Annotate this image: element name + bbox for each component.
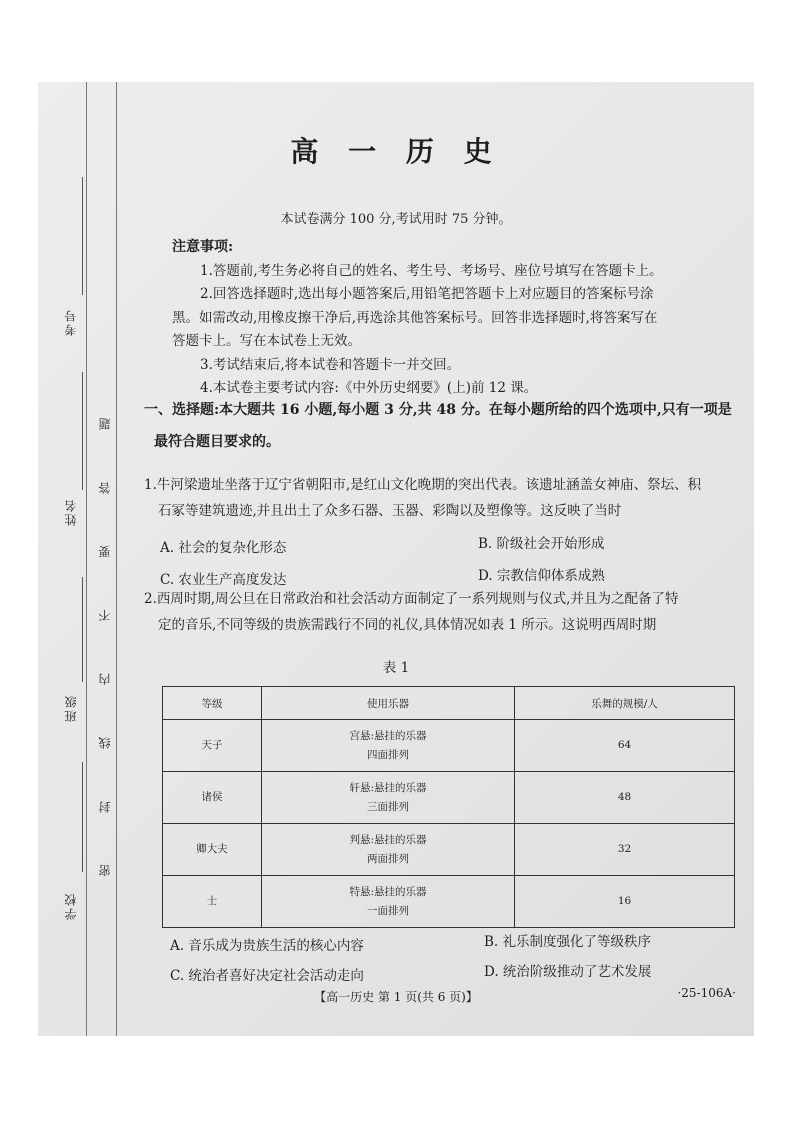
question-1-stem-cont: 石冢等建筑遗迹,并且出土了众多石器、玉器、彩陶以及塑像等。这反映了当时 <box>158 503 622 519</box>
section-heading-line1: 一、选择题:本大题共 16 小题,每小题 3 分,共 48 分。在每小题所给的四个选项中,只有一项是 <box>144 402 732 418</box>
section-heading-line2: 最符合题目要求的。 <box>154 434 280 450</box>
q2-option-a[interactable]: A. 音乐成为贵族生活的核心内容 <box>170 938 364 954</box>
instrument-arrangement: 三面排列 <box>367 800 409 813</box>
question-1-stem: 1.牛河梁遗址坐落于辽宁省朝阳市,是红山文化晚期的突出代表。该遗址涵盖女神庙、祭坛、积 <box>144 477 702 493</box>
row-instruments <box>262 772 515 824</box>
row-dance-size: 32 <box>515 824 735 876</box>
paper-code: ·25-106A· <box>677 986 736 1000</box>
row-rank: 卿大夫 <box>163 824 262 876</box>
page-footer: 【高一历史 第 1 页(共 6 页)】 <box>314 990 478 1004</box>
header-rank: 等级 <box>163 687 262 720</box>
instrument-arrangement: 一面排列 <box>367 904 409 917</box>
header-instruments: 使用乐器 <box>262 687 515 720</box>
header-dance-size: 乐舞的规模/人 <box>515 687 735 720</box>
exam-no-label: 考号 <box>64 308 78 336</box>
instrument-arrangement: 两面排列 <box>367 852 409 865</box>
table-row <box>163 876 735 928</box>
table-header-row <box>163 687 735 720</box>
instruction-2-cont: 黑。如需改动,用橡皮擦干净后,再选涂其他答案标号。回答非选择题时,将答案写在 <box>172 309 658 326</box>
instrument-type: 判悬:悬挂的乐器 <box>349 833 427 846</box>
instrument-type: 轩悬:悬挂的乐器 <box>349 781 427 794</box>
question-2-stem-cont: 定的音乐,不同等级的贵族需践行不同的礼仪,具体情况如表 1 所示。这说明西周时期 <box>158 617 657 633</box>
name-line <box>82 372 83 490</box>
exam-info: 本试卷满分 100 分,考试用时 75 分钟。 <box>280 212 512 227</box>
instruction-4: 4.本试卷主要考试内容:《中外历史纲要》(上)前 12 课。 <box>200 380 538 396</box>
row-rank: 诸侯 <box>163 772 262 824</box>
question-2-stem: 2.西周时期,周公旦在日常政治和社会活动方面制定了一系列规则与仪式,并且为之配备了特 <box>144 591 679 607</box>
instrument-type: 特悬:悬挂的乐器 <box>349 885 427 898</box>
q1-option-b[interactable]: B. 阶级社会开始形成 <box>478 536 605 552</box>
table-row <box>163 720 735 772</box>
instruction-2-end: 答题卡上。写在本试卷上无效。 <box>172 333 361 349</box>
exam-paper <box>38 82 754 1036</box>
q1-option-a[interactable]: A. 社会的复杂化形态 <box>160 540 287 556</box>
school-label: 学校 <box>64 892 78 920</box>
table-row <box>163 772 735 824</box>
table-caption: 表 1 <box>382 660 410 676</box>
instruction-1: 1.答题前,考生务必将自己的姓名、考生号、考场号、座位号填写在答题卡上。 <box>200 262 663 279</box>
table-row <box>163 824 735 876</box>
school-line <box>82 762 83 872</box>
exam-no-line <box>82 177 83 295</box>
question-1 <box>144 472 736 524</box>
row-rank: 士 <box>163 876 262 928</box>
row-instruments <box>262 720 515 772</box>
seal-notice: 密 封 线 内 不 要 答 题 <box>98 394 112 877</box>
question-2 <box>144 586 736 638</box>
instruction-3: 3.考试结束后,将本试卷和答题卡一并交回。 <box>200 356 461 373</box>
row-instruments <box>262 824 515 876</box>
name-label: 姓名 <box>64 498 78 526</box>
q2-option-b[interactable]: B. 礼乐制度强化了等级秩序 <box>484 934 652 950</box>
row-dance-size: 48 <box>515 772 735 824</box>
page-title: 高 一 历 史 <box>290 135 502 168</box>
row-rank: 天子 <box>163 720 262 772</box>
q2-option-c[interactable]: C. 统治者喜好决定社会活动走向 <box>170 968 364 984</box>
instrument-type: 宫悬:悬挂的乐器 <box>349 729 427 742</box>
section-heading <box>144 394 736 458</box>
instructions-heading: 注意事项: <box>172 239 234 255</box>
row-dance-size: 64 <box>515 720 735 772</box>
instrument-arrangement: 四面排列 <box>367 748 409 761</box>
row-dance-size: 16 <box>515 876 735 928</box>
class-label: 班级 <box>64 694 78 722</box>
q1-option-d[interactable]: D. 宗教信仰体系成熟 <box>478 568 605 584</box>
q1-option-c[interactable]: C. 农业生产高度发达 <box>160 572 287 588</box>
instruction-2: 2.回答选择题时,选出每小题答案后,用铅笔把答题卡上对应题目的答案标号涂 <box>200 286 654 302</box>
row-instruments <box>262 876 515 928</box>
ritual-music-table <box>162 686 735 928</box>
instructions <box>172 236 682 401</box>
q2-option-d[interactable]: D. 统治阶级推动了艺术发展 <box>484 964 652 980</box>
